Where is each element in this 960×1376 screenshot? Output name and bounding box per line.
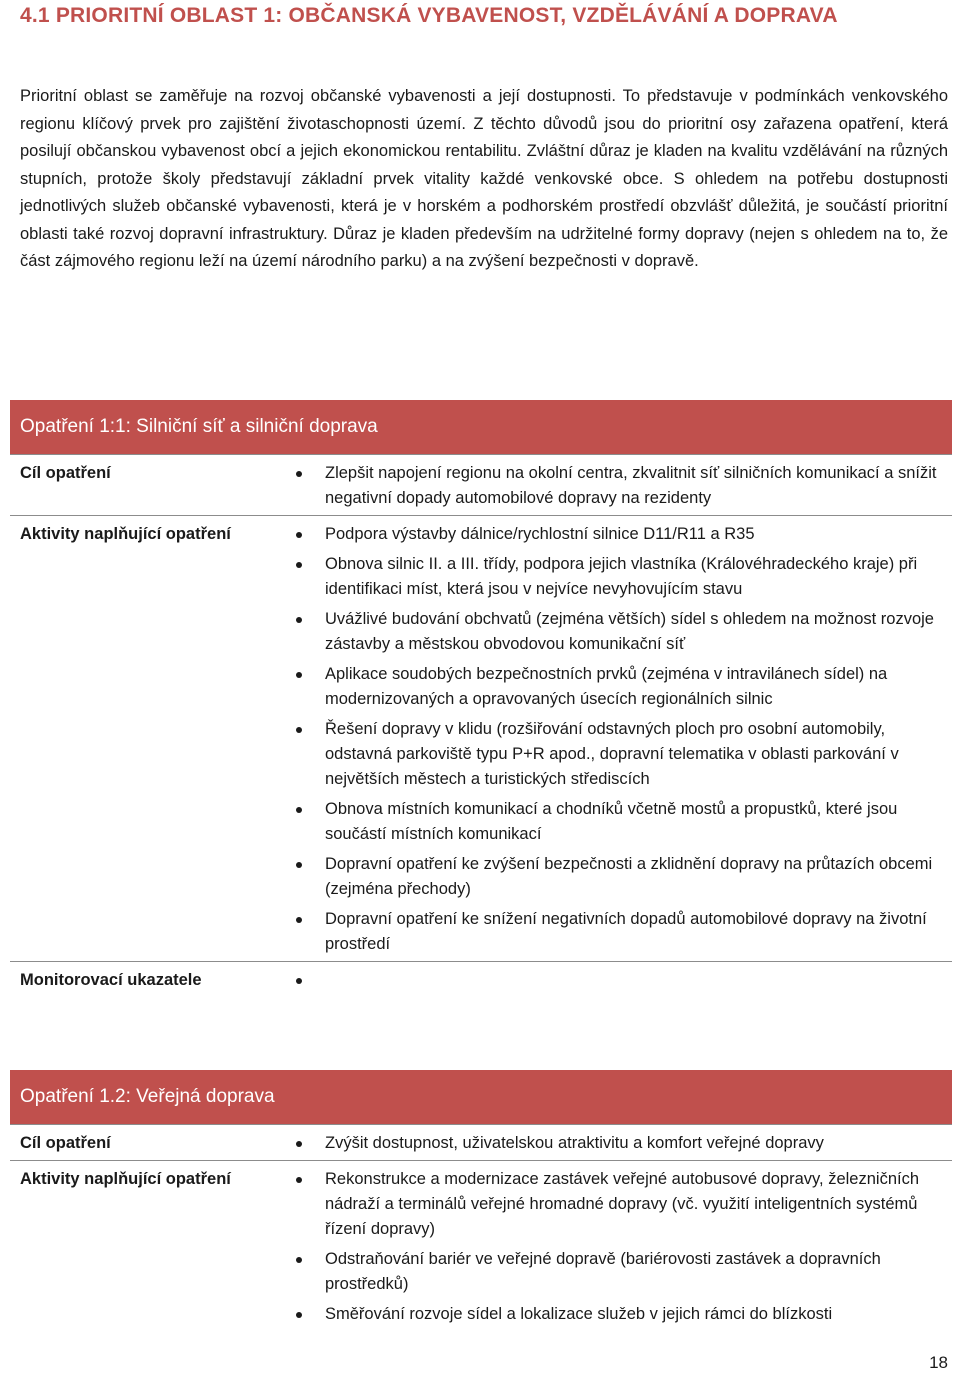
activity-item: Obnova místních komunikací a chodníků včetně mostů a propustků, které jsou součástí místních komunikací: [276, 797, 952, 847]
activity-item: Rekonstrukce a modernizace zastávek veřejné autobusové dopravy, železničních nádraží a terminálů veřejné hromadné dopravy (vč. využití inteligentních systémů řízení dopravy): [276, 1167, 952, 1242]
section-heading: 4.1 PRIORITNÍ OBLAST 1: OBČANSKÁ VYBAVENOST, VZDĚLÁVÁNÍ A DOPRAVA: [20, 4, 838, 27]
goal-text: Zlepšit napojení regionu na okolní centra, zkvalitnit síť silničních komunikací a snížit negativní dopady automobilové dopravy na rezidenty: [276, 461, 952, 511]
activity-item: Směřování rozvoje sídel a lokalizace služeb v jejich rámci do blízkosti: [276, 1302, 952, 1327]
goal-text: Zvýšit dostupnost, uživatelskou atraktivitu a komfort veřejné dopravy: [276, 1131, 952, 1156]
activity-item: Odstraňování bariér ve veřejné dopravě (bariérovosti zastávek a dopravních prostředků): [276, 1247, 952, 1297]
activity-item: Uvážlivé budování obchvatů (zejména větších) sídel s ohledem na možnost rozvoje zástavby a městskou obvodovou komunikační síť: [276, 607, 952, 657]
activities-row: [10, 515, 952, 961]
activity-item: Aplikace soudobých bezpečnostních prvků (zejména v intravilánech sídel) na modernizovaných a opravovaných úsecích regionálních silnic: [276, 662, 952, 712]
activity-item: Podpora výstavby dálnice/rychlostní silnice D11/R11 a R35: [276, 522, 952, 547]
goal-label: Cíl opatření: [20, 1134, 111, 1152]
intro-paragraph: Prioritní oblast se zaměřuje na rozvoj občanské vybavenosti a její dostupnosti. To představuje v podmínkách venkovského regionu klíčový prvek pro zajištění životaschopnosti území. Z těchto důvodů jsou do prioritní osy zařazena opatření, která posilují občanskou vybavenost obcí a jejich ekonomickou rentabilitu. Zvláštní důraz je kladen na kvalitu vzdělávání na různých stupních, protože školy představují základní prvek vitality každé venkovské obce. S ohledem na potřebu dostupnosti jednotlivých služeb občanské vybavenosti, která je v horském a podhorském prostředí obzvlášť důležitá, je součástí prioritní oblasti také rozvoj dopravní infrastruktury. Důraz je kladen především na udržitelné formy dopravy (nejen s ohledem na to, že část zájmového regionu leží na území národního parku) a na zvýšení bezpečnosti v dopravě.: [20, 87, 948, 270]
goal-row: [10, 1124, 952, 1160]
goal-label: Cíl opatření: [20, 464, 111, 482]
measure-1-1-title: Opatření 1:1: Silniční síť a silniční doprava: [10, 400, 952, 454]
measure-1-2-title: Opatření 1.2: Veřejná doprava: [10, 1070, 952, 1124]
indicators-label: Monitorovací ukazatele: [20, 971, 202, 989]
page-number: 18: [929, 1353, 948, 1372]
activities-label: Aktivity naplňující opatření: [20, 1170, 231, 1188]
activities-row: [10, 1160, 952, 1331]
activity-item: Obnova silnic II. a III. třídy, podpora jejich vlastníka (Královéhradeckého kraje) při identifikaci míst, která jsou v nejvíce nevyhovujícím stavu: [276, 552, 952, 602]
measure-1-2-table: [10, 1070, 952, 1331]
activities-label: Aktivity naplňující opatření: [20, 525, 231, 543]
goal-row: [10, 454, 952, 515]
indicator-item-empty: [276, 968, 952, 993]
activity-item: Dopravní opatření ke snížení negativních dopadů automobilové dopravy na životní prostředí: [276, 907, 952, 957]
activity-item: Dopravní opatření ke zvýšení bezpečnosti a zklidnění dopravy na průtazích obcemi (zejména přechody): [276, 852, 952, 902]
measure-1-1-table: [10, 400, 952, 997]
activity-item: Řešení dopravy v klidu (rozšiřování odstavných ploch pro osobní automobily, odstavná parkoviště typu P+R apod., dopravní telematika v oblasti parkování v největších městech a turistických střediscích: [276, 717, 952, 792]
indicators-row: [10, 961, 952, 997]
